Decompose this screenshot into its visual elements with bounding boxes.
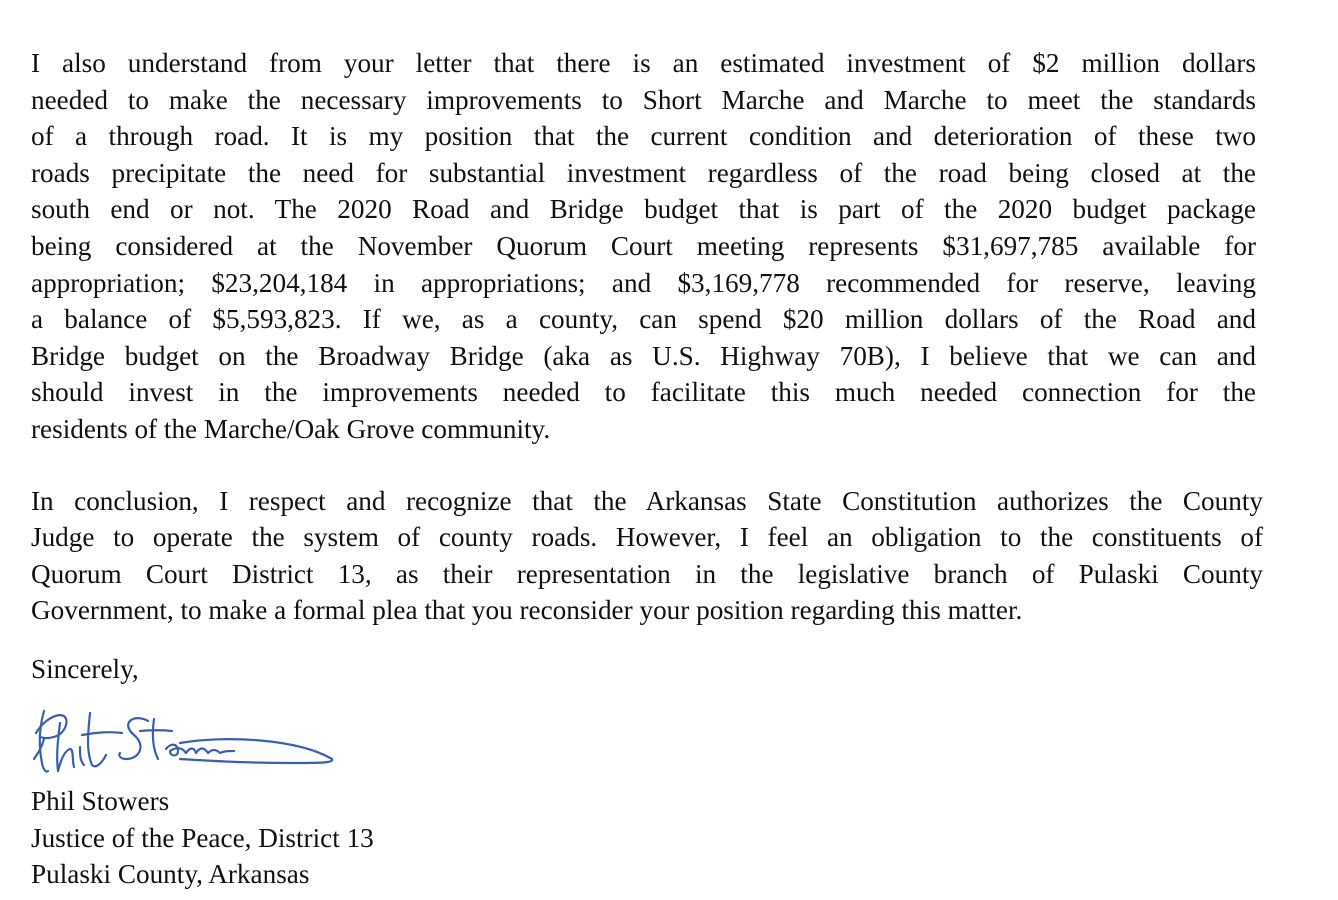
- paragraph-line: Government, to make a formal plea that you reconsider your position regarding this matter.: [31, 595, 1023, 626]
- paragraph-line: I also understand from your letter that there is an estimated investment of $2 million dollars: [31, 48, 1256, 78]
- paragraph-line: In conclusion, I respect and recognize that the Arkansas State Constitution authorizes the County: [31, 485, 1263, 516]
- paragraph-line: should invest in the improvements needed to facilitate this much needed connection for the: [31, 377, 1256, 408]
- paragraph-line: south end or not. The 2020 Road and Bridge budget that is part of the 2020 budget package: [31, 194, 1256, 225]
- closing: [31, 651, 1321, 688]
- paragraph-line: roads precipitate the need for substantial investment regardless of the road being closed at the: [31, 157, 1256, 188]
- paragraph-line: a balance of $5,593,823. If we, as a county, can spend $20 million dollars of the Road and: [31, 304, 1256, 335]
- closing-salutation: Sincerely,: [31, 653, 139, 684]
- paragraph-line: Quorum Court District 13, as their representation in the legislative branch of Pulaski County: [31, 558, 1263, 589]
- paragraph-conclusion: [31, 483, 1263, 629]
- paragraph-line: Judge to operate the system of county roads. However, I feel an obligation to the constituents of: [31, 522, 1263, 553]
- signature-drawing: [30, 703, 340, 783]
- signer-location: Pulaski County, Arkansas: [31, 859, 310, 890]
- signature-strokes: [34, 711, 332, 772]
- signature: [30, 703, 340, 783]
- paragraph-investment: [31, 45, 1256, 448]
- paragraph-line: being considered at the November Quorum Court meeting represents $31,697,785 available for: [31, 230, 1256, 261]
- letter-body: [31, 45, 1321, 688]
- paragraph-line: needed to make the necessary improvements to Short Marche and Marche to meet the standards: [31, 84, 1256, 115]
- signer-name: Phil Stowers: [31, 786, 170, 816]
- paragraph-line: appropriation; $23,204,184 in appropriations; and $3,169,778 recommended for reserve, leaving: [31, 267, 1256, 298]
- paragraph-line: Bridge budget on the Broadway Bridge (aka as U.S. Highway 70B), I believe that we can and: [31, 340, 1256, 371]
- signer-block: [31, 783, 374, 893]
- signer-title: Justice of the Peace, District 13: [31, 822, 374, 853]
- paragraph-line: residents of the Marche/Oak Grove community.: [31, 413, 551, 444]
- paragraph-line: of a through road. It is my position that the current condition and deterioration of these two: [31, 121, 1256, 152]
